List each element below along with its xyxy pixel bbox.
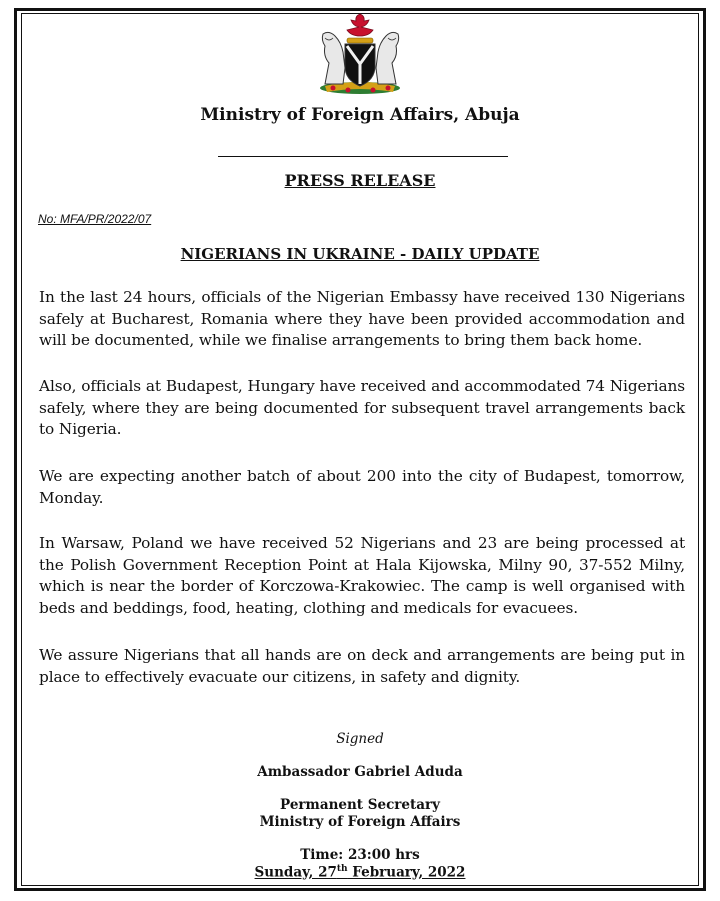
signatory-title: Permanent Secretary [280, 797, 440, 813]
press-release-title: PRESS RELEASE [284, 171, 436, 190]
heading-divider [218, 156, 508, 157]
release-date-ordinal: th [336, 864, 348, 874]
release-headline: NIGERIANS IN UKRAINE - DAILY UPDATE [180, 245, 540, 263]
page-border-inner [21, 13, 699, 886]
paragraph-warsaw: In Warsaw, Poland we have received 52 Nigerians and 23 are being processed at the Polish Government Reception Point at Hala Kijowska, Milny 90, 37-552 Milny, which is near the border of Korczowa-Krakowiec. The camp is well organised with beds and beddings, food, heating, clothing and medicals for evacuees. [39, 534, 685, 617]
release-date-rest: February, 2022 [347, 864, 466, 881]
release-time: Time: 23:00 hrs [300, 847, 420, 863]
signatory-name: Ambassador Gabriel Aduda [257, 764, 463, 780]
release-date-day: Sunday, 27 [254, 864, 337, 881]
signed-label: Signed [336, 731, 384, 747]
signatory-organisation: Ministry of Foreign Affairs [259, 814, 461, 830]
paragraph-expected-batch: We are expecting another batch of about 200 into the city of Budapest, tomorrow, Monday. [39, 467, 685, 507]
release-date [0, 864, 720, 881]
paragraph-bucharest: In the last 24 hours, officials of the Nigerian Embassy have received 130 Nigerians safely at Bucharest, Romania where they have been provided accommodation and will be documented, while we finalise arrangements to bring them back home. [39, 288, 685, 349]
nigeria-coat-of-arms-icon [303, 8, 418, 96]
paragraph-assurance: We assure Nigerians that all hands are on deck and arrangements are being put in place to effectively evacuate our citizens, in safety and dignity. [39, 646, 685, 686]
paragraph-budapest: Also, officials at Budapest, Hungary have received and accommodated 74 Nigerians safely, where they are being documented for subsequent travel arrangements back to Nigeria. [39, 377, 685, 438]
ministry-heading: Ministry of Foreign Affairs, Abuja [200, 105, 520, 125]
reference-number: No: MFA/PR/2022/07 [38, 212, 152, 226]
